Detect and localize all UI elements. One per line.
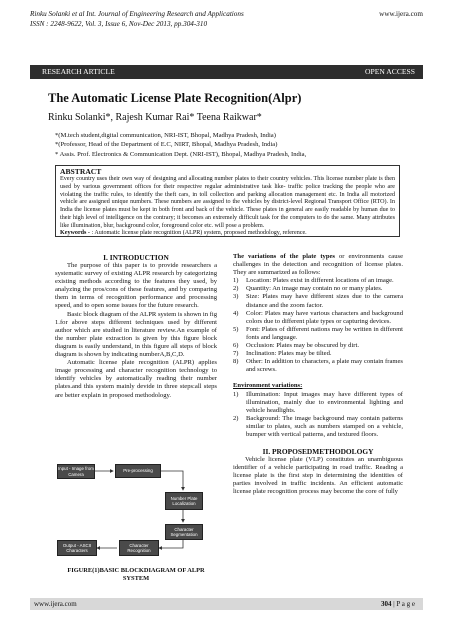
- environment-variations-heading: Environment variations:: [233, 382, 303, 390]
- figure-caption: FIGURE(1)BASIC BLOCKDIAGRAM OF ALPR SYSTEM: [67, 567, 205, 582]
- list-item-number: 7): [233, 350, 239, 358]
- list-item: [233, 415, 403, 439]
- author-affiliations: [55, 131, 306, 159]
- affiliation: *(M.tech student,digital communication, NRI-IST, Bhopal, Madhya Pradesh, India): [55, 132, 276, 139]
- keywords-label: Keywords -: [60, 230, 92, 237]
- paper-title: The Automatic License Plate Recognition(Alpr): [48, 91, 302, 105]
- section-heading-methodology: II. PROPOSEDMETHODOLOGY: [262, 447, 374, 457]
- variations-intro-text: or environments cause challenges in the detection and recognition of license plates. They are summarized as follows:: [233, 253, 403, 277]
- methodology-paragraph: Vehicle license plate (VLP) constitutes an unambiguous identifier of a vehicle participating in road traffic. Reading a license plate is the first step in determining the identities of parties involved in traffic incidents. An efficient automatic license plate recognition process may become the core of fully: [233, 456, 403, 496]
- intro-paragraph: The purpose of this paper is to provide researchers a systematic survey of existing ALPR research by categorizing existing methods according to the features they used, by analyzing the pros/cons of these features, and by comparing them in terms of recognition performance and processing speed, and to open some issues for the future research.: [55, 262, 217, 310]
- intro-paragraph: Automatic license plate recognition (ALPR) applies image processing and character recognition technology to identify vehicles by automatically reading their number plates.and this system mainly devide in three steps:all steps are better explain in proposed methodology.: [55, 359, 217, 399]
- list-item-number: 1): [233, 277, 239, 285]
- list-item: [233, 277, 403, 285]
- list-item-number: 2): [233, 285, 239, 293]
- abstract-body: [60, 176, 395, 238]
- alpr-block-diagram: [55, 462, 217, 562]
- list-item-number: 3): [233, 293, 239, 301]
- footer-site-link[interactable]: www.ijera.com: [34, 600, 77, 608]
- abstract-box: [55, 165, 400, 237]
- affiliation: *(Professor, Head of the Department of E.C, NIRT, Bhopal, Madhya Pradesh, India): [55, 141, 278, 149]
- list-item-text: Location: Plates exist in different locations of an image.: [246, 277, 394, 285]
- list-item-number: 5): [233, 325, 239, 333]
- page-label: | P a g e: [391, 600, 415, 608]
- page-number: [381, 598, 415, 610]
- article-type: RESEARCH ARTICLE: [42, 67, 115, 76]
- list-item: [233, 285, 403, 293]
- list-item-number: 1): [233, 390, 239, 398]
- diagram-preprocessing-box: Pre-processing: [115, 464, 161, 478]
- plate-variations-list: [233, 277, 403, 374]
- list-item-text: Quantity: An image may contain no or many plates.: [246, 285, 383, 293]
- list-item-number: 8): [233, 358, 239, 366]
- list-item: [233, 293, 403, 309]
- journal-citation: Rinku Solanki et al Int. Journal of Engineering Research and Applications: [30, 10, 244, 18]
- list-item-number: 2): [233, 414, 239, 422]
- list-item: [233, 326, 403, 342]
- diagram-localization-box: Number Plate Localization: [165, 492, 203, 510]
- diagram-input-box: Input - Image from Camera: [57, 464, 95, 479]
- list-item-number: 4): [233, 309, 239, 317]
- right-column: [233, 253, 403, 497]
- journal-header: [30, 10, 330, 29]
- list-item: [233, 391, 403, 415]
- list-item: [233, 350, 403, 358]
- list-item-text: Background: The image background may contain patterns similar to plates, such as numbers stamped on a vehicle, bumper with vertical patterns, and textured floors.: [246, 414, 403, 438]
- list-item-text: Inclination: Plates may be tilted.: [246, 350, 332, 358]
- list-item-text: Illumination: Input images may have different types of illumination, mainly due to environmental lighting and vehicle headlights.: [246, 390, 403, 414]
- variations-intro-bold: The variations of the plate types: [233, 253, 335, 260]
- variations-intro: [233, 253, 403, 277]
- intro-paragraph: Basic block diagram of the ALPR system is shown in fig 1.for above steps different techniques used by different author which are studied in literature review.An example of the number plate extraction is given by this figure block diagram is easily understand, in this figure all steps of block diagram is shown by indicating numberA,B,C,D.: [55, 310, 217, 359]
- journal-site[interactable]: www.ijera.com: [379, 10, 423, 18]
- environment-variations-list: [233, 391, 403, 440]
- list-item-number: 6): [233, 342, 239, 350]
- page-number-value: 304: [381, 600, 392, 608]
- journal-issn: ISSN : 2248-9622, Vol. 3, Issue 6, Nov-Dec 2013, pp.304-310: [30, 19, 208, 28]
- list-item-text: Color: Plates may have various characters and background colors due to different plate types or capturing devices.: [246, 309, 403, 325]
- abstract-text: Every country uses their own way of designing and allocating number plates to their country vehicles. This license number plate is then used by various government offices for their respective regular administrative task like- traffic police tracking the people who are violating the traffic rules, to identify the theft cars, in toll collection and parking allocation management etc. In India all motorized vehicle are assigned unique numbers. These numbers are assigned to the vehicles by district-level Regional Transport Office (RTO). In India the license plates must be kept in both front and back of the vehicle. These plates in general are easily readable by human due to their high level of intelligence on the contrary; it becomes an extremely difficult task for the computers to do the same. Many attributes like illumination, blur, background color, foreground color etc. will pose a problem.: [60, 176, 395, 229]
- article-banner: [30, 65, 423, 79]
- list-item-text: Other: In addition to characters, a plate may contain frames and screws.: [246, 358, 403, 374]
- left-column: [55, 253, 217, 400]
- list-item-text: Occlusion: Plates may be obscured by dirt.: [246, 342, 359, 350]
- diagram-segmentation-box: Character Segmentation: [165, 524, 203, 540]
- open-access-label: OPEN ACCESS: [364, 67, 415, 76]
- list-item: [233, 342, 403, 350]
- list-item-text: Size: Plates may have different sizes due to the camera distance and the zoom factor.: [246, 293, 403, 309]
- affiliation: * Assis. Prof. Electronics & Communication Dept. (NRI-IST), Bhopal, Madhya Pradesh, India,: [55, 150, 307, 158]
- diagram-recognition-box: Character Recognition: [119, 540, 159, 556]
- page-footer: [30, 598, 423, 610]
- paper-authors: Rinku Solanki*, Rajesh Kumar Rai* Teena Raikwar*: [48, 112, 262, 123]
- list-item: [233, 358, 403, 374]
- section-heading-introduction: I. INTRODUCTION: [103, 253, 169, 262]
- keywords-text: : Automatic license plate recognition (ALPR) system, proposed methodology, reference.: [91, 230, 307, 237]
- abstract-heading: ABSTRACT: [60, 167, 102, 176]
- diagram-output-box: Output - ASCII Characters: [57, 540, 97, 556]
- list-item-text: Font: Plates of different nations may be written in different fonts and language.: [246, 325, 403, 341]
- list-item: [233, 310, 403, 326]
